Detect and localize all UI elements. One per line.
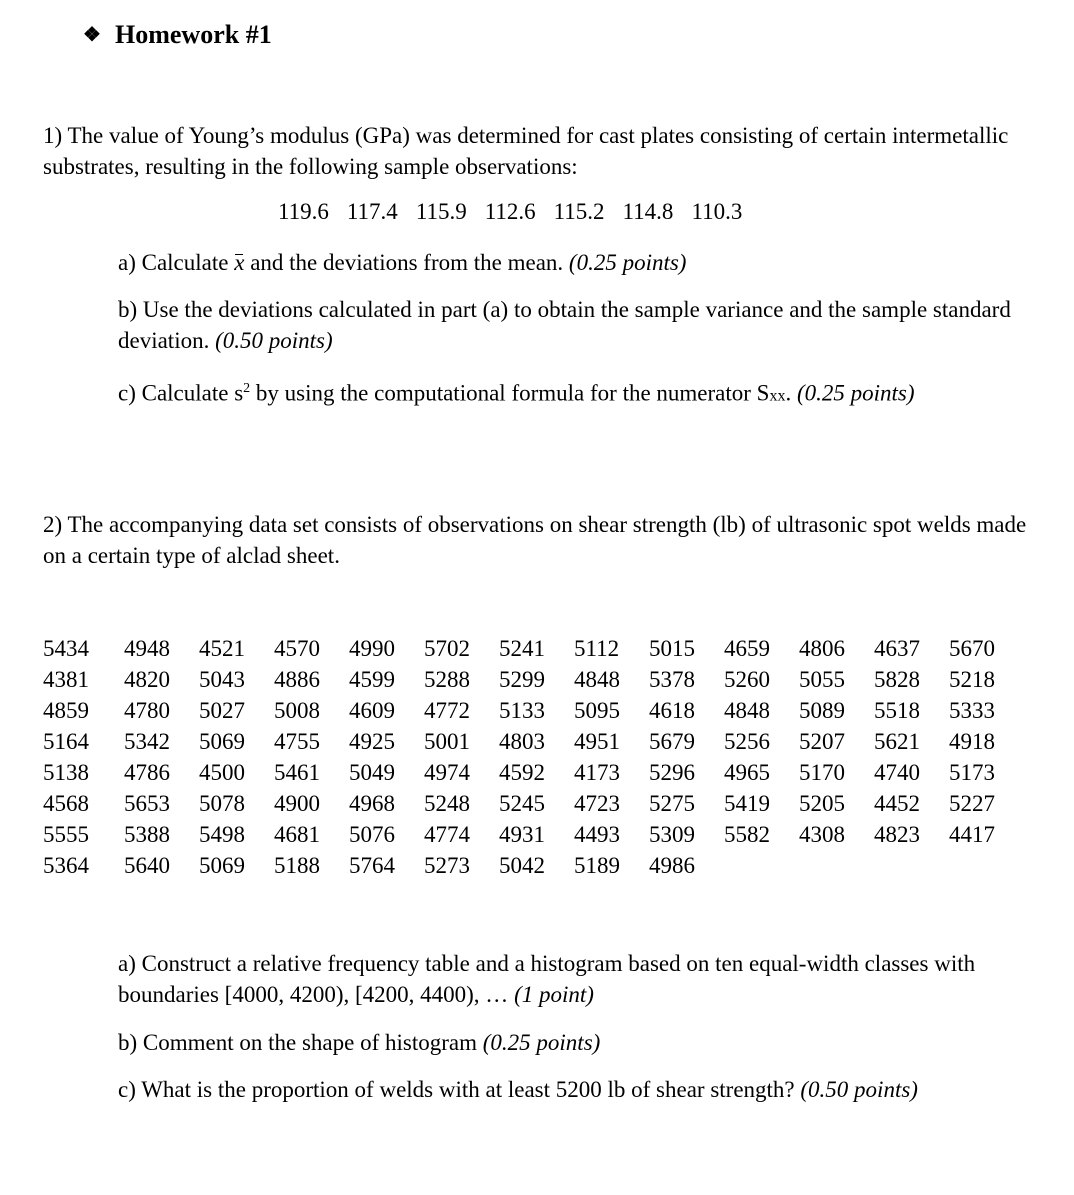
table-cell: 4570 [274,636,320,661]
observation-value: 117.4 [346,199,398,224]
table-cell: 5342 [124,729,170,754]
table-cell: 5434 [43,636,89,661]
table-cell: 4774 [424,822,470,847]
q2-b-text: b) Comment on the shape of histogram [118,1030,483,1055]
q1-a-text-cont: and the deviations from the mean. [244,250,569,275]
table-cell: 4592 [499,760,545,785]
q1-b-text: b) Use the deviations calculated in part (a) to obtain the sample variance and the sample standard deviation. [118,297,1011,353]
table-cell: 5089 [799,698,845,723]
table-cell: 5138 [43,760,89,785]
observation-value: 114.8 [622,199,674,224]
table-cell: 4918 [949,729,995,754]
table-cell: 4637 [874,636,920,661]
table-cell: 4951 [574,729,620,754]
table-cell: 5049 [349,760,395,785]
table-cell: 4723 [574,791,620,816]
table-cell: 4772 [424,698,470,723]
table-cell: 4925 [349,729,395,754]
table-cell: 5015 [649,636,695,661]
table-cell: 5333 [949,698,995,723]
table-cell: 4848 [574,667,620,692]
table-cell: 5241 [499,636,545,661]
q1-b-points: (0.50 points) [215,328,333,353]
q2-b-points: (0.25 points) [482,1030,601,1055]
table-cell: 5670 [949,636,995,661]
table-cell: 4173 [574,760,620,785]
table-cell: 5042 [499,853,545,878]
q1-part-b [118,294,1018,356]
q2-part-a [118,948,1018,1010]
observation-value: 115.9 [415,199,467,224]
table-cell: 5188 [274,853,320,878]
table-cell: 5653 [124,791,170,816]
table-cell: 5001 [424,729,470,754]
table-cell: 4417 [949,822,995,847]
table-cell: 5227 [949,791,995,816]
table-cell: 4308 [799,822,845,847]
table-cell: 5388 [124,822,170,847]
table-cell: 5248 [424,791,470,816]
table-cell: 4609 [349,698,395,723]
observation-value: 115.2 [553,199,605,224]
table-cell: 5296 [649,760,695,785]
table-cell: 5273 [424,853,470,878]
table-cell: 5055 [799,667,845,692]
q2-a-text: a) Construct a relative frequency table and a histogram based on ten equal-width classes with boundaries [4000, 4200), [4200, 4400), … [118,951,976,1007]
table-cell: 4974 [424,760,470,785]
table-cell: 5173 [949,760,995,785]
table-cell: 5170 [799,760,845,785]
table-cell: 4990 [349,636,395,661]
table-cell: 4806 [799,636,845,661]
table-cell: 4500 [199,760,245,785]
table-cell: 4965 [724,760,770,785]
table-cell: 5043 [199,667,245,692]
q2-part-c [118,1074,1018,1105]
table-cell: 5679 [649,729,695,754]
table-cell: 4381 [43,667,89,692]
table-cell: 5621 [874,729,920,754]
table-cell: 5078 [199,791,245,816]
table-cell: 4755 [274,729,320,754]
q1-c-text-end: . [785,380,797,406]
q1-c-text: c) Calculate s [118,380,244,406]
observation-value: 110.3 [691,199,743,224]
table-cell: 5027 [199,698,245,723]
table-cell: 5518 [874,698,920,723]
table-cell: 4618 [649,698,695,723]
table-cell: 4521 [199,636,245,661]
table-cell: 5218 [949,667,995,692]
q2-c-points: (0.50 points) [800,1077,918,1102]
table-cell: 5095 [574,698,620,723]
table-cell: 5076 [349,822,395,847]
table-cell: 5189 [574,853,620,878]
q1-observations [278,199,760,225]
table-cell: 4820 [124,667,170,692]
table-cell: 5309 [649,822,695,847]
table-cell: 4740 [874,760,920,785]
table-cell: 4848 [724,698,770,723]
table-cell: 4659 [724,636,770,661]
subscript-xx: xx [769,387,786,405]
table-cell: 4786 [124,760,170,785]
table-cell: 5069 [199,853,245,878]
table-cell: 5378 [649,667,695,692]
q1-part-c [118,373,1018,412]
q1-intro: 1) The value of Young’s modulus (GPa) was determined for cast plates consisting of certain intermetallic substrates, resulting in the following sample observations: [43,123,1009,179]
table-cell: 5461 [274,760,320,785]
q2-intro: 2) The accompanying data set consists of observations on shear strength (lb) of ultrasonic spot welds made on a certain type of alclad sheet. [43,512,1027,568]
homework-title [83,20,272,50]
table-cell: 5702 [424,636,470,661]
table-cell: 4823 [874,822,920,847]
table-cell: 5112 [574,636,620,661]
q1-a-text: a) Calculate [118,250,235,275]
observation-value: 112.6 [484,199,536,224]
table-cell: 5069 [199,729,245,754]
table-cell: 5364 [43,853,89,878]
table-cell: 5828 [874,667,920,692]
table-cell: 5582 [724,822,770,847]
table-cell: 4859 [43,698,89,723]
table-cell: 5498 [199,822,245,847]
q2-c-text: c) What is the proportion of welds with at least 5200 lb of shear strength? [118,1077,801,1102]
table-cell: 4931 [499,822,545,847]
table-cell: 4780 [124,698,170,723]
table-cell: 4968 [349,791,395,816]
q1-c-text-mid: by using the computational formula for the numerator S [250,380,770,406]
table-cell: 5245 [499,791,545,816]
table-cell: 5419 [724,791,770,816]
table-cell: 5164 [43,729,89,754]
q1-c-points: (0.25 points) [796,380,915,406]
diamond-bullet-icon: ❖ [83,24,101,46]
title-text: Homework #1 [115,20,272,49]
observation-value: 119.6 [278,199,329,224]
table-cell: 4568 [43,791,89,816]
q2-part-b [118,1027,1018,1058]
q1-a-points: (0.25 points) [568,250,687,275]
x-bar-symbol: x [234,250,245,275]
table-cell: 4599 [349,667,395,692]
table-cell: 4452 [874,791,920,816]
table-cell: 5555 [43,822,89,847]
q2-a-points: (1 point) [514,982,594,1007]
table-cell: 5764 [349,853,395,878]
table-cell: 4886 [274,667,320,692]
table-cell: 4493 [574,822,620,847]
table-cell: 4900 [274,791,320,816]
table-cell: 5205 [799,791,845,816]
table-cell: 5640 [124,853,170,878]
table-cell: 5133 [499,698,545,723]
table-cell: 4803 [499,729,545,754]
table-cell: 5207 [799,729,845,754]
table-cell: 4681 [274,822,320,847]
table-cell: 5275 [649,791,695,816]
table-cell: 5260 [724,667,770,692]
q1-part-a [118,247,1018,278]
table-cell: 5256 [724,729,770,754]
table-cell: 5299 [499,667,545,692]
table-cell: 4986 [649,853,695,878]
table-cell: 5288 [424,667,470,692]
table-cell: 5008 [274,698,320,723]
table-cell: 4948 [124,636,170,661]
superscript-2: 2 [243,381,251,396]
